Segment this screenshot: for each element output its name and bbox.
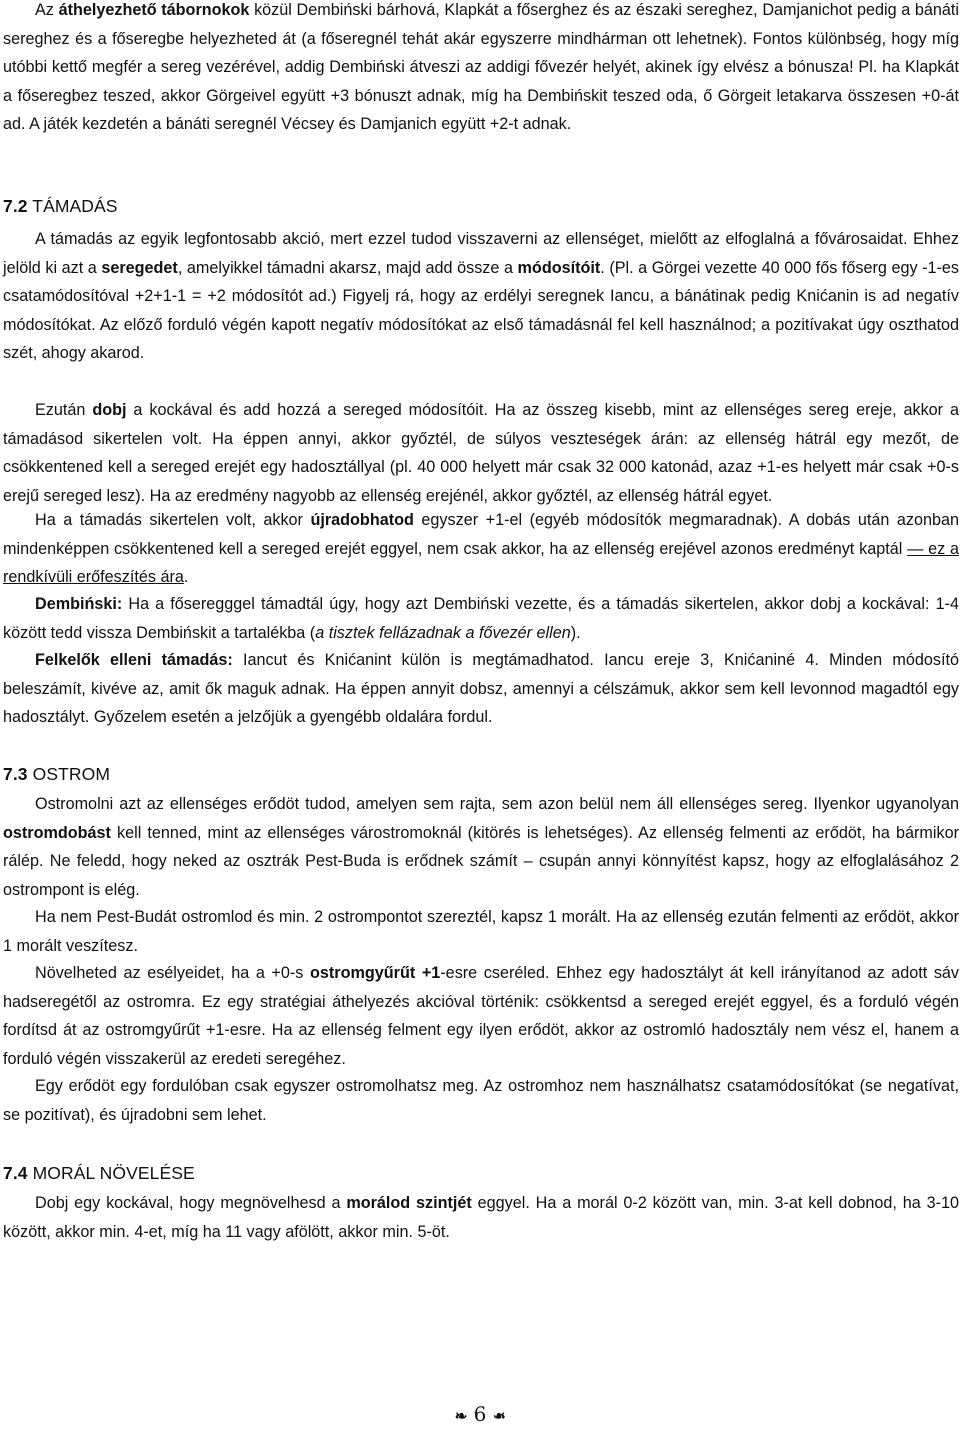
heading-attack: 7.2 TÁMADÁS <box>3 196 118 216</box>
paragraph-siege-ring: Növelheted az esélyeidet, ha a +0-s ostromgyűrűt +1-esre cseréled. Ehhez egy hadosztályt át kell irányítanod az adott sáv hadseregétől az ostromra. Ez egy stratégiai áthelyezés akcióval történik: csökkentsd a sereged erejét eggyel, és a forduló végén fordítsd át az ostromgyűrűt +1-esre. Ha az ellenség felment egy ilyen erődöt, akkor az ostromló hadosztály nem vész el, hanem a forduló végén visszakerül az eredeti seregéhez. <box>3 964 960 1068</box>
page-number: 6 <box>473 1402 487 1426</box>
heading-moral: 7.4 MORÁL NÖVELÉSE <box>3 1163 195 1183</box>
ornament-right-icon: ❧ <box>492 1407 506 1425</box>
paragraph-dembinski: Dembiński: Ha a főseregggel támadtál úgy, hogy azt Dembiński vezette, és a támadás sikertelen, akkor dobj a kockával: 1-4 között tedd vissza Dembińskit a tartalékba (a tisztek fellázadnak a fővezér ellen). <box>3 595 959 642</box>
bold-term: áthelyezhető tábornokok <box>58 1 250 19</box>
paragraph-siege-moral: Ha nem Pest-Budát ostromlod és min. 2 ostrompontot szereztél, kapsz 1 morált. Ha az ellenség ezután felmenti az erődöt, akkor 1 morált veszítesz. <box>3 908 959 955</box>
paragraph-rebels: Felkelők elleni támadás: Iancut és Knićanint külön is megtámadhatod. Iancu ereje 3, Knićaniné 4. Minden módosító beleszámít, kivéve az, amit ők maguk adnak. Ha éppen annyit dobsz, amennyi a célszámuk, akkor sem kell levonnod magadtól egy hadosztályt. Győzelem esetén a jelzőjük a gyengébb oldalára fordul. <box>3 651 959 726</box>
paragraph-attack-intro: A támadás az egyik legfontosabb akció, mert ezzel tudod visszaverni az ellenséget, mielőtt az elfoglalná a fővárosaidat. Ehhez jelöld ki azt a seregedet, amelyikkel támadni akarsz, majd add össze a módosítóit. (Pl. a Görgei vezette 40 000 fős főserg egy -1-es csatamódosítóval +2+1-1 = +2 módosítót ad.) Figyelj rá, hogy az erdélyi seregnek Iancu, a bánátinak pedig Knićanin is ad negatív módosítókat. Az előző forduló végén kapott negatív módosítókat az első támadásnál fel kell használnod; a pozitívakat úgy oszthatod szét, ahogy akarod. <box>3 230 960 362</box>
page-footer <box>0 1402 960 1428</box>
paragraph-siege-intro: Ostromolni azt az ellenséges erődöt tudod, amelyen sem rajta, sem azon belül nem áll ellenséges sereg. Ilyenkor ugyanolyan ostromdobást kell tenned, mint az ellenséges várostromoknál (kitörés is lehetséges). Az ellenség felmenti az erődöt, ha bármikor rálép. Ne feledd, hogy neked az osztrák Pest-Buda is erődnek számít – csupán annyi könnyítést kapsz, hogy az elfoglalásához 2 ostrompont is elég. <box>3 795 959 899</box>
heading-siege: 7.3 OSTROM <box>3 764 111 784</box>
paragraph-siege-limit: Egy erődöt egy fordulóban csak egyszer ostromolhatsz meg. Az ostromhoz nem használhatsz csatamódosítókat (se negatívat, se pozitívat), és újradobni sem lehet. <box>3 1077 959 1124</box>
paragraph-attack-dice: Ezután dobj a kockával és add hozzá a sereged módosítóit. Ha az összeg kisebb, mint az ellenséges sereg ereje, akkor a támadásod sikertelen volt. Ha éppen annyi, akkor győztél, de súlyos veszteségek árán: az ellenség hátrál egy mezőt, de csökkentened kell a sereged erejét egy hadosztállyal (pl. 40 000 helyett már csak 32 000 katonád, azaz +1-es helyett már csak +0-s erejű sereged lesz). Ha az eredmény nagyobb az ellenség erejénél, akkor győztél, az ellenség hátrál egyet. <box>3 401 959 505</box>
ornament-left-icon: ❧ <box>454 1407 468 1425</box>
paragraph-generals: Az áthelyezhető tábornokok közül Dembiński bárhová, Klapkát a főserghez és az északi sereghez, Damjanichot pedig a bánáti sereghez és a főseregbe helyezheted át (a főseregnél tehát akár egyszerre mindhárman ott lehetnek). Fontos különbség, hogy míg utóbbi kettő megfér a sereg vezérével, addig Dembiński átveszi az addigi fővezér helyét, akinek így elvész a bónusza! Pl. ha Klapkát a főseregbez teszed, akkor Görgeivel együtt +3 bónuszt adnak, míg ha Dembińskit teszed oda, ő Görgeit letakarva összesen +0-át ad. A játék kezdetén a bánáti seregnél Vécsey és Damjanich együtt +2-t adnak. <box>3 1 960 133</box>
paragraph-moral: Dobj egy kockával, hogy megnövelhesd a morálod szintjét eggyel. Ha a morál 0-2 között van, min. 3-at kell dobnod, ha 3-10 között, akkor min. 4-et, míg ha 11 vagy afölött, akkor min. 5-öt. <box>3 1194 959 1241</box>
paragraph-attack-reroll: Ha a támadás sikertelen volt, akkor újradobhatod egyszer +1-el (egyéb módosítók megmaradnak). A dobás után azonban mindenképpen csökkentened kell a sereged erejét eggyel, nem csak akkor, ha az ellenség erejével azonos eredményt kaptál — ez a rendkívüli erőfeszítés ára. <box>3 511 959 586</box>
